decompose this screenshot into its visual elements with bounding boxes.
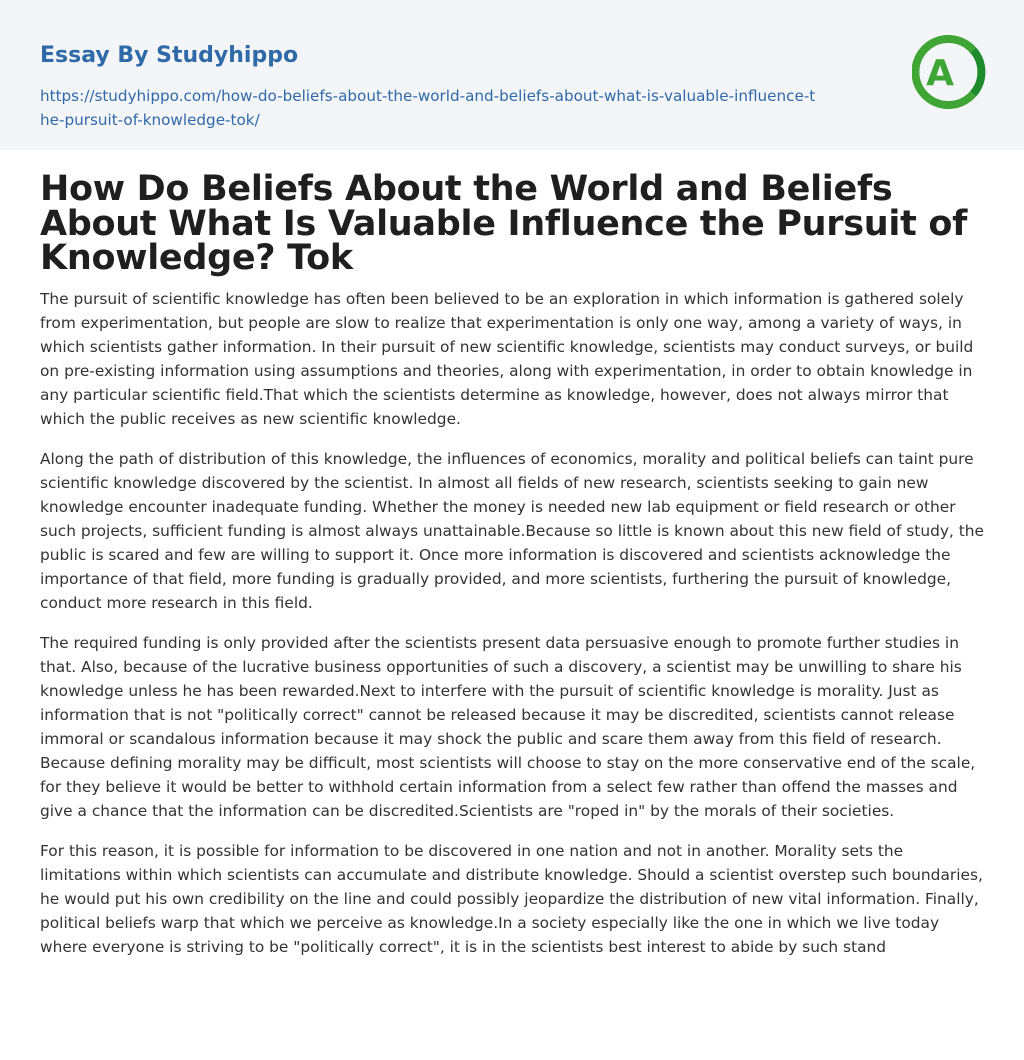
brand-title[interactable]: Essay By Studyhippo <box>40 43 299 68</box>
article-paragraph-3: The required funding is only provided after the scientists present data persuasive enough to promote further studies in that. Also, because of the lucrative business opportunities of such a discovery, a scientist may be unwilling to share his knowledge unless he has been rewarded.Next to interfere with the pursuit of scientific knowledge is morality. Just as information that is not "politically correct" cannot be released because it may be discredited, scientists cannot release immoral or scandalous information because it may shock the public and scare them away from this field of research. Because defining morality may be difficult, most scientists will choose to stay on the more conservative end of the scale, for they believe it would be better to withhold certain information from a select few rather than offend the masses and give a chance that the information can be discredited.Scientists are "roped in" by the morals of their societies. <box>40 633 976 820</box>
logo-letter: A <box>926 53 954 94</box>
article-paragraph-4: For this reason, it is possible for information to be discovered in one nation and not in another. Morality sets the limitations within which scientists can accumulate and distribute knowledge. Should a scientist overstep such boundaries, he would put his own credibility on the line and could possibly jeopardize the distribution of new vital information. Finally, political beliefs warp that which we perceive as knowledge.In a society especially like the one in which we live today where everyone is striving to be "politically correct", it is in the scientists best interest to abide by such stand <box>40 841 983 956</box>
source-url-link[interactable]: https://studyhippo.com/how-do-beliefs-about-the-world-and-beliefs-about-what-is-valuable-influence-the-pursuit-of-knowledge-tok/ <box>40 87 816 129</box>
article-paragraph-2: Along the path of distribution of this knowledge, the influences of economics, morality and political beliefs can taint pure scientific knowledge discovered by the scientist. In almost all fields of new research, scientists seeking to gain new knowledge encounter inadequate funding. Whether the money is needed new lab equipment or field research or other such projects, sufficient funding is almost always unattainable.Because so little is known about this new field of study, the public is scared and few are willing to support it. Once more information is discovered and scientists acknowledge the importance of that field, more funding is gradually provided, and more scientists, furthering the pursuit of knowledge, conduct more research in this field. <box>40 449 985 612</box>
site-header <box>0 0 1024 150</box>
article-title: How Do Beliefs About the World and Beliefs About What Is Valuable Influence the Pursuit of Knowledge? Tok <box>40 169 968 278</box>
article <box>0 169 1024 959</box>
studyhippo-logo-icon[interactable] <box>912 29 986 115</box>
article-paragraph-1: The pursuit of scientific knowledge has often been believed to be an exploration in which information is gathered solely from experimentation, but people are slow to realize that experimentation is only one way, among a variety of ways, in which scientists gather information. In their pursuit of new scientific knowledge, scientists may conduct surveys, or build on pre-existing information using assumptions and theories, along with experimentation, in order to obtain knowledge in any particular scientific field.That which the scientists determine as knowledge, however, does not always mirror that which the public receives as new scientific knowledge. <box>40 289 974 428</box>
